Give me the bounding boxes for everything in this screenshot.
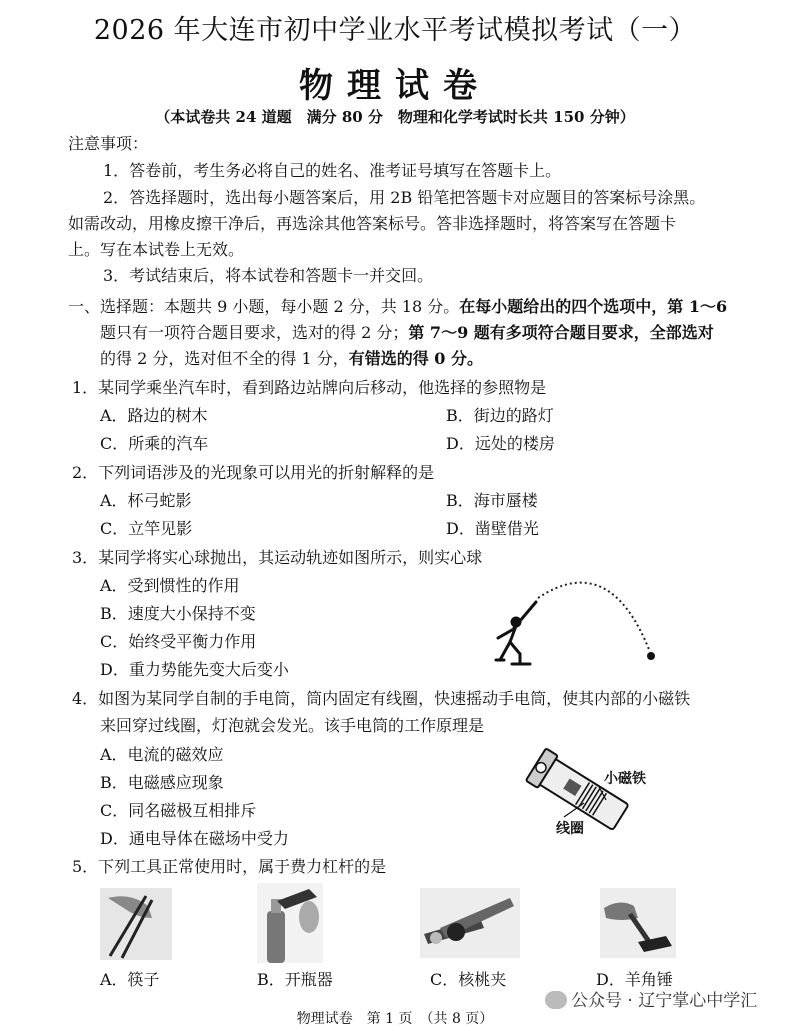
q2-option-a: A．杯弓蛇影 xyxy=(100,491,192,510)
section1-line1: 一、选择题：本题共 9 小题，每小题 2 分，共 18 分。在每小题给出的四个选项中，第 1～6 xyxy=(68,297,728,316)
page-footer: 物理试卷 第 1 页 （共 8 页） xyxy=(296,1011,494,1027)
notice-heading: 注意事项： xyxy=(68,134,149,153)
q3-option-b: B．速度大小保持不变 xyxy=(100,604,256,623)
exam-info: （本试卷共 24 道题 满分 80 分 物理和化学考试时长共 150 分钟） xyxy=(155,108,635,126)
q4-option-b: B．电磁感应现象 xyxy=(100,773,224,792)
watermark: 公众号 · 辽宁掌心中学汇 xyxy=(545,986,757,1011)
q4-option-c: C．同名磁极互相排斥 xyxy=(100,801,257,820)
notice-item-2-line1: 2．答选择题时，选出每小题答案后，用 2B 铅笔把答题卡对应题目的答案标号涂黑。 xyxy=(103,188,706,207)
q2-option-b: B．海市蜃楼 xyxy=(446,491,538,510)
q4-stem-line2: 来回穿过线圈，灯泡就会发光。该手电筒的工作原理是 xyxy=(100,716,485,735)
subject-title: 物理试卷 xyxy=(299,66,491,106)
chopsticks-image xyxy=(100,888,172,960)
q1-option-b: B．街边的路灯 xyxy=(446,406,554,425)
notice-item-2-line3: 上。写在本试卷上无效。 xyxy=(68,240,245,259)
ball xyxy=(647,652,655,660)
flashlight-figure xyxy=(528,745,668,840)
q5-option-d: D．羊角锤 xyxy=(596,970,673,989)
q2-option-c: C．立竿见影 xyxy=(100,519,193,538)
q1-option-d: D．远处的楼房 xyxy=(446,434,555,453)
q3-option-d: D．重力势能先变大后变小 xyxy=(100,660,289,679)
q1-option-a: A．路边的树木 xyxy=(100,406,208,425)
q5-option-c: C．核桃夹 xyxy=(430,970,507,989)
trajectory-curve xyxy=(538,583,650,652)
q1-stem: 1．某同学乘坐汽车时，看到路边站牌向后移动，他选择的参照物是 xyxy=(72,378,547,397)
q3-option-a: A．受到惯性的作用 xyxy=(100,576,240,595)
q5-option-a: A．筷子 xyxy=(100,970,160,989)
section1-line2: 题只有一项符合题目要求，选对的得 2 分；第 7～9 题有多项符合题目要求，全部选对 xyxy=(100,323,714,342)
q5-stem: 5．下列工具正常使用时，属于费力杠杆的是 xyxy=(72,857,387,876)
wechat-icon xyxy=(545,991,567,1009)
exam-title: 2026 年大连市初中学业水平考试模拟考试（一） xyxy=(93,15,697,46)
section1-line3: 的得 2 分，选对但不全的得 1 分，有错选的得 0 分。 xyxy=(100,349,483,368)
q5-option-b: B．开瓶器 xyxy=(257,970,333,989)
nutcracker-image xyxy=(420,888,520,958)
notice-item-1: 1．答卷前，考生务必将自己的姓名、准考证号填写在答题卡上。 xyxy=(103,161,562,180)
q2-option-d: D．凿壁借光 xyxy=(446,519,539,538)
q4-option-a: A．电流的磁效应 xyxy=(100,745,224,764)
notice-item-3: 3．考试结束后，将本试卷和答题卡一并交回。 xyxy=(103,266,434,285)
q4-option-d: D．通电导体在磁场中受力 xyxy=(100,829,289,848)
notice-item-2-line2: 如需改动，用橡皮擦干净后，再选涂其他答案标号。答非选择题时，将答案写在答题卡 xyxy=(68,214,677,233)
claw-hammer-image xyxy=(600,888,676,958)
q1-option-c: C．所乘的汽车 xyxy=(100,434,209,453)
thrower-figure xyxy=(496,602,536,664)
bottle-opener-image xyxy=(257,883,323,963)
q4-stem-line1: 4．如图为某同学自制的手电筒，筒内固定有线圈，快速摇动手电筒，使其内部的小磁铁 xyxy=(72,689,691,708)
shot-put-trajectory-figure xyxy=(490,580,670,670)
label-magnet: 小磁铁 xyxy=(604,771,646,787)
q3-option-c: C．始终受平衡力作用 xyxy=(100,632,257,651)
label-coil: 线圈 xyxy=(556,821,584,837)
q3-stem: 3．某同学将实心球抛出，其运动轨迹如图所示，则实心球 xyxy=(72,548,483,567)
q2-stem: 2．下列词语涉及的光现象可以用光的折射解释的是 xyxy=(72,463,435,482)
